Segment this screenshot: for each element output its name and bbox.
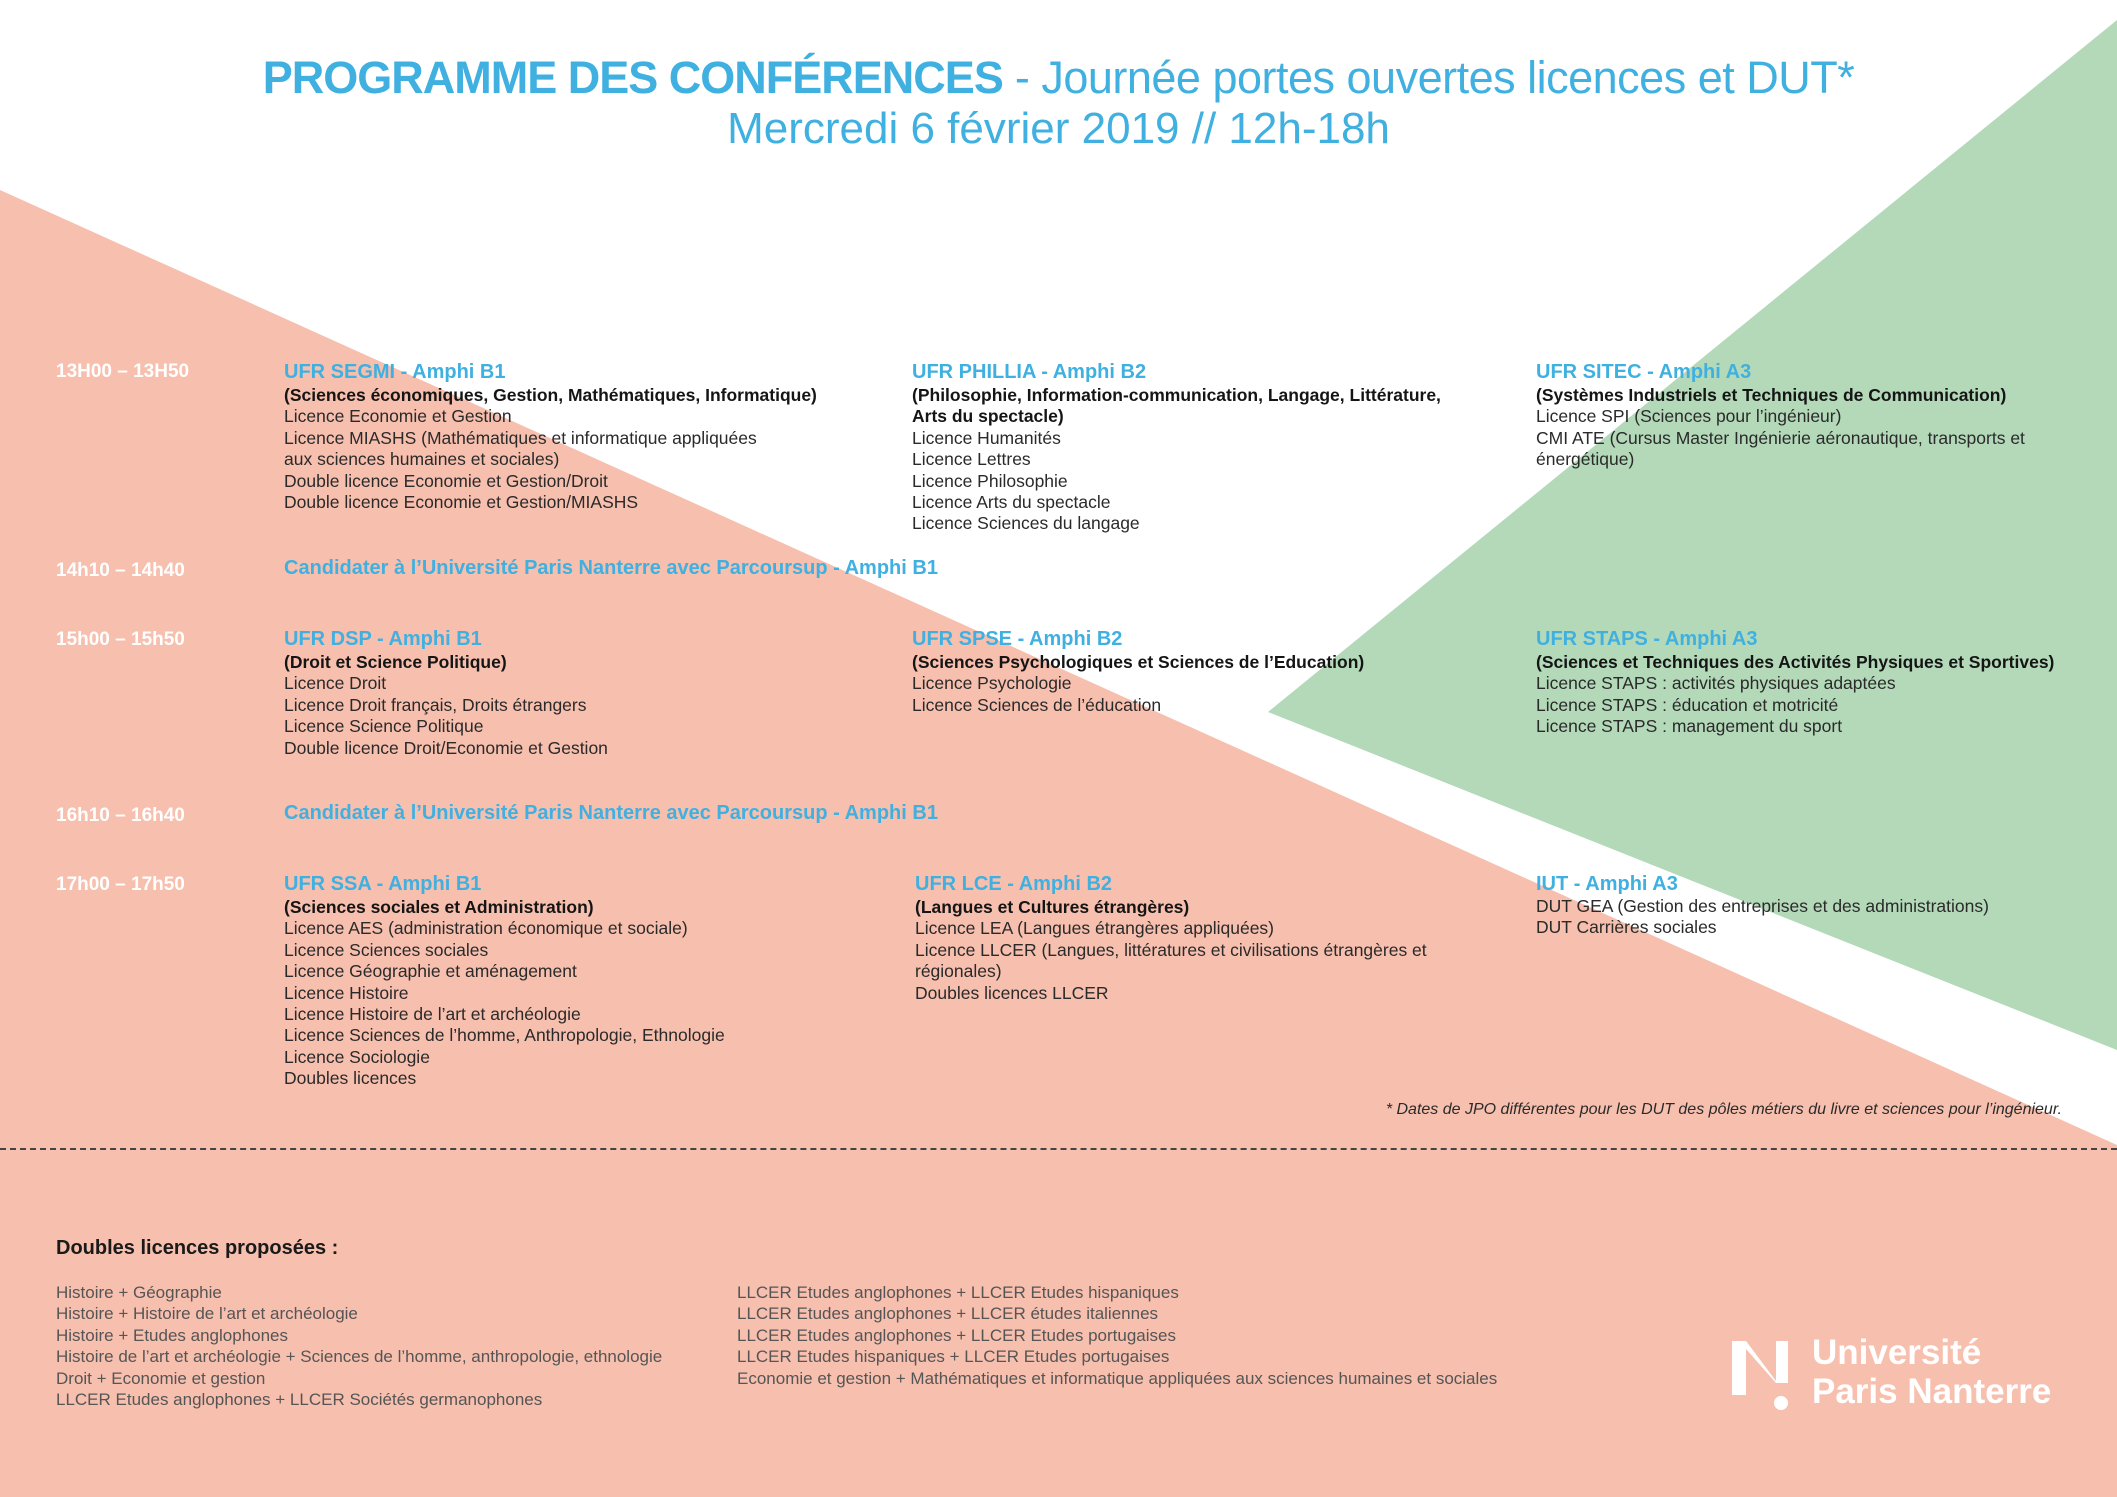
title-bold: PROGRAMME DES CONFÉRENCES <box>262 52 1003 103</box>
list-item: Licence Arts du spectacle <box>912 492 1111 513</box>
list-item: Licence Psychologie <box>912 673 1072 694</box>
list-item: LLCER Etudes anglophones + LLCER Etudes portugaises <box>737 1325 1176 1345</box>
block-heading: UFR PHILLIA - Amphi B2 <box>912 361 1147 383</box>
list-item: Licence Humanités <box>912 427 1061 448</box>
list-item: Licence STAPS : activités physiques adaptées <box>1536 673 1896 694</box>
block-heading: UFR SEGMI - Amphi B1 <box>284 361 506 383</box>
block-subtitle: (Systèmes Industriels et Techniques de Communication) <box>1536 385 2007 405</box>
list-item: Economie et gestion + Mathématiques et informatique appliquées aux sciences humaines et sociales <box>737 1368 1498 1388</box>
list-item: LLCER Etudes hispaniques + LLCER Etudes portugaises <box>737 1347 1170 1367</box>
list-item: Double licence Economie et Gestion/Droit <box>284 470 608 491</box>
block-heading: UFR SITEC - Amphi A3 <box>1536 361 1752 383</box>
block-heading: UFR LCE - Amphi B2 <box>915 873 1113 895</box>
iut-block <box>1536 872 2076 939</box>
list-item: Licence SPI (Sciences pour l’ingénieur) <box>1536 406 1842 427</box>
session-time: 15h00 – 15h50 <box>56 629 185 650</box>
parcoursup-session: Candidater à l’Université Paris Nanterre avec Parcoursup - Amphi B1 <box>284 557 938 579</box>
list-item: Licence Philosophie <box>912 470 1068 491</box>
list-item: Licence MIASHS (Mathématiques et informatique appliquées <box>284 427 757 448</box>
double-licences-title: Doubles licences proposées : <box>56 1237 339 1259</box>
dashed-divider <box>0 1148 2117 1150</box>
parcoursup-session: Candidater à l’Université Paris Nanterre avec Parcoursup - Amphi B1 <box>284 802 938 824</box>
list-item: Doubles licences <box>284 1068 417 1089</box>
block-heading: UFR DSP - Amphi B1 <box>284 628 482 650</box>
session-time: 13H00 – 13H50 <box>56 361 190 382</box>
block-heading: UFR SPSE - Amphi B2 <box>912 628 1123 650</box>
list-item: Licence Economie et Gestion <box>284 406 512 427</box>
session-time: 14h10 – 14h40 <box>56 560 185 581</box>
list-item: Licence STAPS : éducation et motricité <box>1536 694 1839 715</box>
list-item: Histoire de l’art et archéologie + Sciences de l’homme, anthropologie, ethnologie <box>56 1347 663 1367</box>
double-licences-list-2 <box>737 1282 1497 1389</box>
list-item: Licence Science Politique <box>284 716 484 737</box>
double-licences-list-1 <box>56 1282 662 1410</box>
list-item: Licence Lettres <box>912 449 1031 470</box>
list-item: Licence Sciences sociales <box>284 939 489 960</box>
session-time: 17h00 – 17h50 <box>56 874 185 895</box>
list-item: Licence LLCER (Langues, littératures et civilisations étrangères et régionales) <box>915 939 1427 982</box>
university-logo <box>1732 1333 2062 1413</box>
list-item: Droit + Economie et gestion <box>56 1368 266 1388</box>
block-heading: UFR STAPS - Amphi A3 <box>1536 628 1758 650</box>
list-item: Licence AES (administration économique et sociale) <box>284 918 688 939</box>
ufr-block-phillia <box>912 360 1472 535</box>
ufr-block-dsp <box>284 627 864 759</box>
block-subtitle: (Droit et Science Politique) <box>284 652 507 672</box>
list-item: Licence Histoire <box>284 982 409 1003</box>
list-item: Doubles licences LLCER <box>915 982 1109 1003</box>
list-item: Licence LEA (Langues étrangères appliquées) <box>915 918 1274 939</box>
ufr-block-sitec <box>1536 360 2066 471</box>
block-subtitle: (Philosophie, Information-communication, Langage, Littérature, Arts du spectacle) <box>912 385 1441 427</box>
block-subtitle: (Langues et Cultures étrangères) <box>915 897 1190 917</box>
list-item: LLCER Etudes anglophones + LLCER études italiennes <box>737 1304 1159 1324</box>
title-rest: - Journée portes ouvertes licences et DUT* <box>1002 52 1855 103</box>
block-heading: IUT - Amphi A3 <box>1536 873 1678 895</box>
list-item: DUT Carrières sociales <box>1536 917 1717 938</box>
block-subtitle: (Sciences et Techniques des Activités Physiques et Sportives) <box>1536 652 2055 672</box>
list-item: Histoire + Etudes anglophones <box>56 1325 289 1345</box>
nanterre-logo-icon <box>1732 1337 1788 1411</box>
list-item: CMI ATE (Cursus Master Ingénierie aéronautique, transports et énergétique) <box>1536 427 2025 470</box>
list-item: aux sciences humaines et sociales) <box>284 449 560 470</box>
list-item: Licence Sociologie <box>284 1046 430 1067</box>
ufr-block-ssa <box>284 872 864 1090</box>
block-heading: UFR SSA - Amphi B1 <box>284 873 482 895</box>
event-date: Mercredi 6 février 2019 // 12h-18h <box>727 104 1390 153</box>
list-item: Licence STAPS : management du sport <box>1536 716 1843 737</box>
ufr-block-segmi <box>284 360 864 513</box>
list-item: LLCER Etudes anglophones + LLCER Sociétés germanophones <box>56 1390 543 1410</box>
block-subtitle: (Sciences économiques, Gestion, Mathématiques, Informatique) <box>284 385 817 405</box>
page-title <box>0 52 2117 104</box>
logo-text <box>1812 1333 2051 1411</box>
logo-line-2: Paris Nanterre <box>1812 1372 2052 1411</box>
list-item: Histoire + Géographie <box>56 1283 222 1302</box>
list-item: Licence Sciences du langage <box>912 513 1140 534</box>
footnote: * Dates de JPO différentes pour les DUT des pôles métiers du livre et sciences pour l’ingénieur. <box>1385 1101 2062 1118</box>
list-item: Licence Droit <box>284 673 387 694</box>
list-item: Licence Droit français, Droits étrangers <box>284 694 587 715</box>
list-item: LLCER Etudes anglophones + LLCER Etudes hispaniques <box>737 1283 1179 1302</box>
list-item: Double licence Economie et Gestion/MIASHS <box>284 492 639 513</box>
list-item: Licence Histoire de l’art et archéologie <box>284 1004 581 1025</box>
logo-line-1: Université <box>1812 1333 1982 1372</box>
ufr-block-staps <box>1536 627 2096 738</box>
list-item: Licence Géographie et aménagement <box>284 961 577 982</box>
ufr-block-lce <box>915 872 1455 1004</box>
list-item: Histoire + Histoire de l’art et archéologie <box>56 1304 358 1324</box>
block-subtitle: (Sciences sociales et Administration) <box>284 897 594 917</box>
list-item: Licence Sciences de l’homme, Anthropologie, Ethnologie <box>284 1025 725 1046</box>
list-item: DUT GEA (Gestion des entreprises et des administrations) <box>1536 896 1989 916</box>
session-time: 16h10 – 16h40 <box>56 805 185 826</box>
block-subtitle: (Sciences Psychologiques et Sciences de l’Education) <box>912 652 1365 672</box>
ufr-block-spse <box>912 627 1492 716</box>
list-item: Double licence Droit/Economie et Gestion <box>284 737 608 758</box>
list-item: Licence Sciences de l’éducation <box>912 694 1162 715</box>
